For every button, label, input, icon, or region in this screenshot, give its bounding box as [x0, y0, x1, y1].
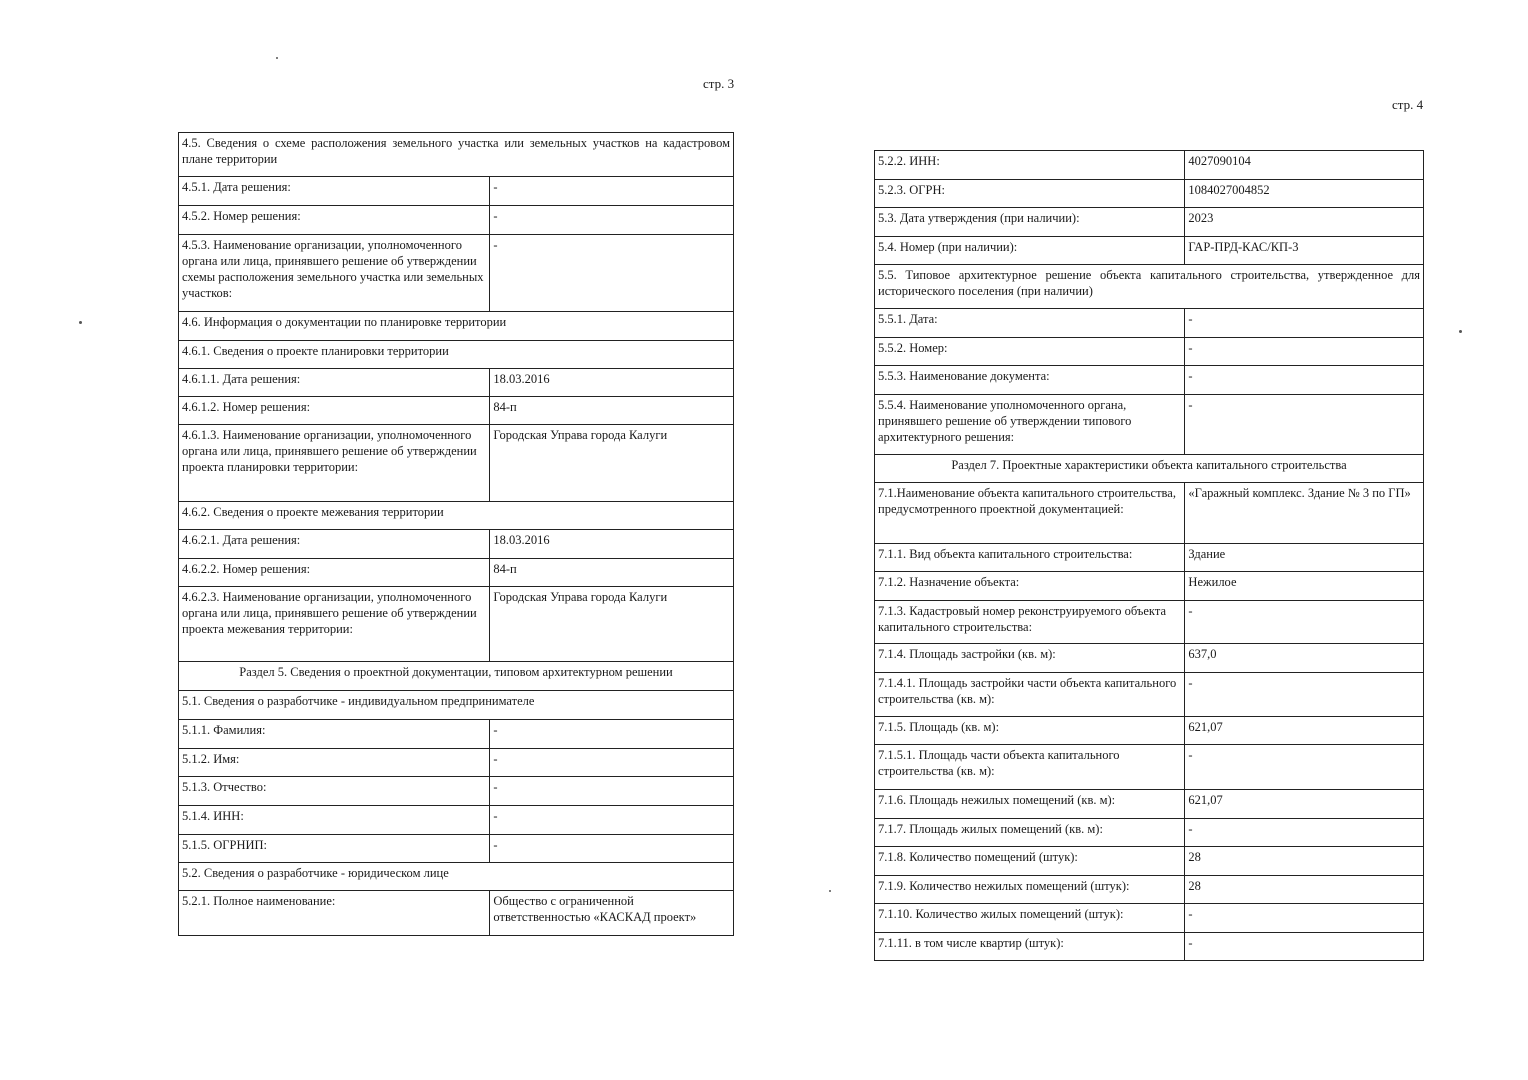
- subsection-heading: 5.5. Типовое архитектурное решение объекта капитального строительства, утвержденное для исторического поселения (при наличии): [875, 265, 1424, 309]
- page-4-rows: [875, 151, 1424, 961]
- form-row: [179, 587, 734, 662]
- field-label: 4.6.2.1. Дата решения:: [179, 530, 490, 559]
- field-value: -: [490, 177, 734, 206]
- field-label: 7.1.5.1. Площадь части объекта капитального строительства (кв. м):: [875, 745, 1185, 790]
- form-row: [875, 745, 1424, 790]
- form-row: [875, 601, 1424, 644]
- form-row: [875, 237, 1424, 265]
- form-row: [875, 309, 1424, 338]
- form-row: [875, 572, 1424, 601]
- field-value: -: [1185, 395, 1424, 455]
- form-row: [875, 180, 1424, 208]
- form-row: [179, 559, 734, 587]
- form-row: [875, 265, 1424, 309]
- field-value: 637,0: [1185, 644, 1424, 673]
- field-value: 18.03.2016: [490, 369, 734, 397]
- form-row: [179, 133, 734, 177]
- field-label: 4.6.1.1. Дата решения:: [179, 369, 490, 397]
- form-row: [179, 341, 734, 369]
- field-value: -: [490, 749, 734, 777]
- field-label: 7.1.5. Площадь (кв. м):: [875, 717, 1185, 745]
- field-label: 7.1.9. Количество нежилых помещений (штук):: [875, 876, 1185, 904]
- field-value: Городская Управа города Калуги: [490, 587, 734, 662]
- field-label: 4.6.1.3. Наименование организации, уполномоченного органа или лица, принявшего решение об утверждении проекта планировки территории:: [179, 425, 490, 502]
- form-row: [875, 208, 1424, 237]
- field-value: Городская Управа города Калуги: [490, 425, 734, 502]
- section-heading: Раздел 7. Проектные характеристики объекта капитального строительства: [875, 455, 1424, 483]
- form-row: [179, 891, 734, 936]
- field-label: 5.1.3. Отчество:: [179, 777, 490, 806]
- field-label: 5.5.3. Наименование документа:: [875, 366, 1185, 395]
- form-row: [875, 151, 1424, 180]
- form-row: [875, 366, 1424, 395]
- field-label: 4.5.1. Дата решения:: [179, 177, 490, 206]
- form-row: [179, 397, 734, 425]
- field-label: 7.1.6. Площадь нежилых помещений (кв. м):: [875, 790, 1185, 819]
- field-label: 7.1.4. Площадь застройки (кв. м):: [875, 644, 1185, 673]
- field-label: 7.1.8. Количество помещений (штук):: [875, 847, 1185, 876]
- form-row: [875, 455, 1424, 483]
- field-label: 5.1.2. Имя:: [179, 749, 490, 777]
- field-value: -: [1185, 366, 1424, 395]
- subsection-heading: 4.6.1. Сведения о проекте планировки территории: [179, 341, 734, 369]
- field-label: 7.1.4.1. Площадь застройки части объекта капитального строительства (кв. м):: [875, 673, 1185, 717]
- form-row: [179, 863, 734, 891]
- field-value: Здание: [1185, 544, 1424, 572]
- field-value: 18.03.2016: [490, 530, 734, 559]
- field-label: 4.5.2. Номер решения:: [179, 206, 490, 235]
- field-value: -: [1185, 673, 1424, 717]
- field-value: 621,07: [1185, 790, 1424, 819]
- field-value: -: [1185, 601, 1424, 644]
- subsection-heading: 5.2. Сведения о разработчике - юридическом лице: [179, 863, 734, 891]
- subsection-heading: 4.6.2. Сведения о проекте межевания территории: [179, 502, 734, 530]
- field-value: -: [1185, 819, 1424, 847]
- form-row: [875, 847, 1424, 876]
- field-value: Нежилое: [1185, 572, 1424, 601]
- form-row: [179, 720, 734, 749]
- field-value: -: [490, 235, 734, 312]
- field-label: 7.1.Наименование объекта капитального строительства, предусмотренного проектной документацией:: [875, 483, 1185, 544]
- field-value: -: [490, 835, 734, 863]
- section-heading: Раздел 5. Сведения о проектной документации, типовом архитектурном решении: [179, 662, 734, 691]
- form-row: [179, 502, 734, 530]
- form-row: [875, 904, 1424, 933]
- page-number-4: стр. 4: [1392, 97, 1424, 112]
- form-row: [875, 395, 1424, 455]
- form-row: [875, 933, 1424, 961]
- form-row: [875, 483, 1424, 544]
- field-label: 4.6.2.2. Номер решения:: [179, 559, 490, 587]
- field-label: 5.1.5. ОГРНИП:: [179, 835, 490, 863]
- form-row: [875, 544, 1424, 572]
- form-row: [179, 312, 734, 341]
- field-value: «Гаражный комплекс. Здание № 3 по ГП»: [1185, 483, 1424, 544]
- field-value: 84-п: [490, 397, 734, 425]
- form-row: [179, 835, 734, 863]
- field-label: 5.1.4. ИНН:: [179, 806, 490, 835]
- scan-speck: [276, 57, 278, 59]
- form-row: [179, 369, 734, 397]
- field-value: -: [1185, 745, 1424, 790]
- field-value: -: [490, 206, 734, 235]
- field-label: 7.1.2. Назначение объекта:: [875, 572, 1185, 601]
- form-row: [179, 777, 734, 806]
- field-value: Общество с ограниченной ответственностью «КАСКАД проект»: [490, 891, 734, 936]
- field-label: 7.1.11. в том числе квартир (штук):: [875, 933, 1185, 961]
- subsection-heading: 4.5. Сведения о схеме расположения земельного участка или земельных участков на кадастровом плане территории: [179, 133, 734, 177]
- form-row: [875, 819, 1424, 847]
- page-number-3: стр. 3: [703, 76, 735, 91]
- subsection-heading: 4.6. Информация о документации по планировке территории: [179, 312, 734, 341]
- form-row: [875, 790, 1424, 819]
- field-label: 5.2.3. ОГРН:: [875, 180, 1185, 208]
- field-label: 7.1.7. Площадь жилых помещений (кв. м):: [875, 819, 1185, 847]
- form-row: [179, 530, 734, 559]
- form-row: [875, 876, 1424, 904]
- field-value: -: [1185, 933, 1424, 961]
- form-row: [179, 749, 734, 777]
- form-table-page-3: [178, 132, 734, 936]
- field-label: 5.5.4. Наименование уполномоченного органа, принявшего решение об утверждении типового архитектурного решения:: [875, 395, 1185, 455]
- field-value: -: [490, 806, 734, 835]
- form-row: [179, 662, 734, 691]
- field-value: ГАР-ПРД-КАС/КП-3: [1185, 237, 1424, 265]
- form-row: [875, 717, 1424, 745]
- scan-speck: [79, 321, 82, 324]
- field-value: -: [1185, 904, 1424, 933]
- field-label: 5.1.1. Фамилия:: [179, 720, 490, 749]
- field-value: 84-п: [490, 559, 734, 587]
- field-label: 5.5.1. Дата:: [875, 309, 1185, 338]
- scan-speck: [1459, 330, 1462, 333]
- form-row: [179, 206, 734, 235]
- form-row: [179, 235, 734, 312]
- field-value: 28: [1185, 847, 1424, 876]
- form-row: [179, 806, 734, 835]
- field-value: 4027090104: [1185, 151, 1424, 180]
- field-label: 4.5.3. Наименование организации, уполномоченного органа или лица, принявшего решение об утверждении схемы расположения земельного участка или земельных участков:: [179, 235, 490, 312]
- form-row: [875, 673, 1424, 717]
- form-row: [179, 425, 734, 502]
- subsection-heading: 5.1. Сведения о разработчике - индивидуальном предпринимателе: [179, 691, 734, 720]
- field-label: 5.3. Дата утверждения (при наличии):: [875, 208, 1185, 237]
- field-value: 2023: [1185, 208, 1424, 237]
- page-3-rows: [179, 133, 734, 936]
- form-table-page-4: [874, 150, 1424, 961]
- field-label: 5.2.2. ИНН:: [875, 151, 1185, 180]
- field-value: -: [1185, 338, 1424, 366]
- field-label: 4.6.1.2. Номер решения:: [179, 397, 490, 425]
- field-label: 7.1.1. Вид объекта капитального строительства:: [875, 544, 1185, 572]
- field-value: -: [490, 777, 734, 806]
- form-row: [875, 644, 1424, 673]
- form-row: [179, 177, 734, 206]
- field-value: -: [1185, 309, 1424, 338]
- form-row: [875, 338, 1424, 366]
- field-value: 621,07: [1185, 717, 1424, 745]
- field-label: 4.6.2.3. Наименование организации, уполномоченного органа или лица, принявшего решение об утверждении проекта межевания территории:: [179, 587, 490, 662]
- scan-speck: [829, 890, 831, 892]
- field-label: 7.1.10. Количество жилых помещений (штук):: [875, 904, 1185, 933]
- field-value: 28: [1185, 876, 1424, 904]
- form-row: [179, 691, 734, 720]
- field-label: 5.5.2. Номер:: [875, 338, 1185, 366]
- field-value: -: [490, 720, 734, 749]
- field-label: 5.4. Номер (при наличии):: [875, 237, 1185, 265]
- field-label: 7.1.3. Кадастровый номер реконструируемого объекта капитального строительства:: [875, 601, 1185, 644]
- field-label: 5.2.1. Полное наименование:: [179, 891, 490, 936]
- field-value: 1084027004852: [1185, 180, 1424, 208]
